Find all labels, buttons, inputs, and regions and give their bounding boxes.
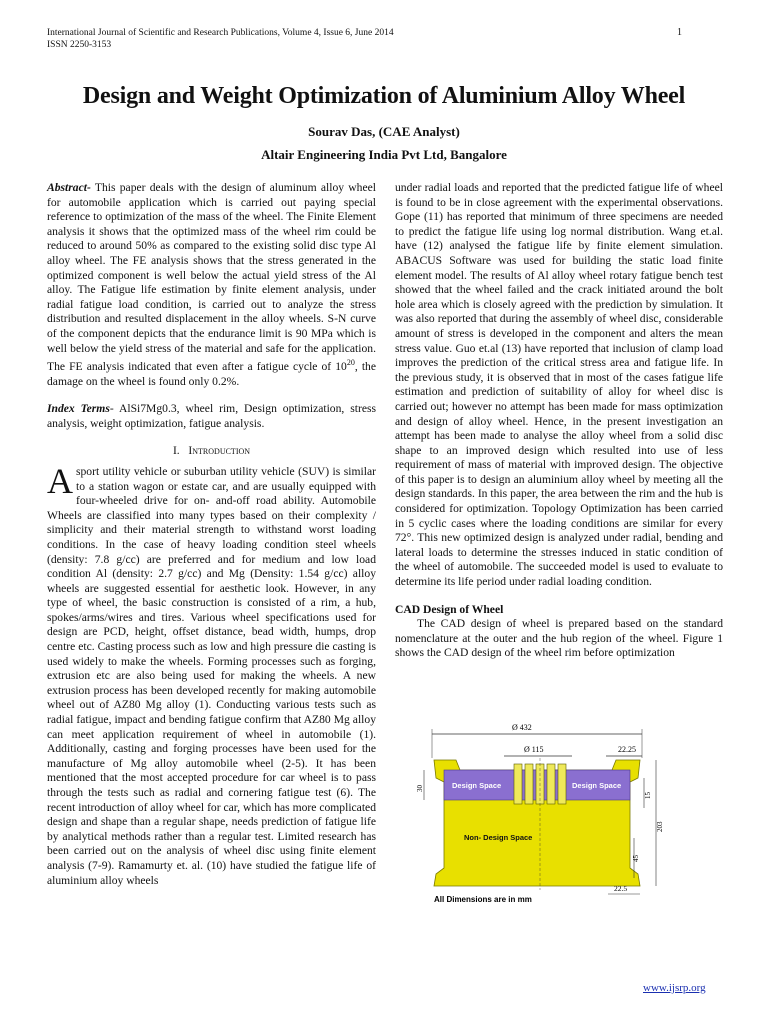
dim-203-label: 203 (656, 821, 664, 832)
abstract-exponent: 20 (346, 358, 355, 368)
figure-caption: All Dimensions are in mm (434, 895, 532, 904)
dim-225-label: 22.5 (614, 884, 628, 893)
drop-cap: A (47, 460, 73, 501)
design-space-left-label: Design Space (452, 781, 502, 790)
index-terms (47, 402, 376, 431)
section-title: Introduction (188, 444, 251, 458)
section-heading-introduction (47, 444, 376, 459)
dim-115-label: Ø 115 (524, 745, 544, 754)
index-terms-label: Index Terms (47, 402, 110, 416)
intro-text: sport utility vehicle or suburban utility vehicle (SUV) is similar to a station wagon or estate car, and are usually equipped with four-wheeled drive for on- and-off road ability. Automobile Wheels are classified into many types based on their complexity / simplicity and their material strength to withstand worst loading conditions. In the case of heavy loading condition steel wheels (density: 7.8 g/cc) are preferred and for medium and low load condition Al (density: 2.7 g/cc) and Mg (Density: 1.54 g/cc) alloy wheels are suggested essential for aesthetic look. However, in any type of wheel, the basic construction is consisted of a rim, a hub, spokes/arms/wires and tires. Various wheel specifications used for design are PCD, height, offset distance, bead width, humps, drop centre etc. Casting process such as low and high pressure die casting is used widely to make the wheels. Forming processes such as forging, extrusion etc are also being used for making the wheels. A new extrusion process has been developed recently for making automobile wheel out of AZ80 Mg alloy (1). Conducting various tests such as radial fatigue, impact and bending fatigue confirm that AZ80 Mg alloy can meet application requirement of wheel in automobile (1). Additionally, casting and forging processes have been used for the manufacture of Mg alloy automobile wheel (2-5). It has been mentioned that the most accepted procedure for car wheel is to pass through the tests such as radial and cornering fatigue test (6). The recent introduction of alloy wheel for car, which has more complicated design and shape than a regular shape, needs prediction of fatigue life by analytical methods rather than a regular test. Limited research has been carried out on the analysis of wheel disc using finite element analysis (7-9). Ramamurty et. al. (10) have studied the fatigue life of aluminium alloy wheels (47, 464, 376, 887)
dim-432-label: Ø 432 (512, 723, 532, 732)
issn: ISSN 2250-3153 (47, 40, 112, 50)
affiliation: Altair Engineering India Pvt Ltd, Bangalore (261, 147, 507, 162)
cad-paragraph: The CAD design of wheel is prepared based on the standard nomenclature at the outer and the hub region of the wheel. Figure 1 shows the CAD design of the wheel rim before optimization (395, 617, 723, 660)
hub-slot (514, 764, 522, 804)
paper-title: Design and Weight Optimization of Aluminium Alloy Wheel (82, 83, 686, 109)
author: Sourav Das, (CAE Analyst) (308, 124, 460, 139)
intro-continued: under radial loads and reported that the predicted fatigue life of wheel is found to be in close agreement with the experimental observations. Gope (11) has reported that minimum of three specimens are needed to predict the fatigue life using log normal distribution. Wang et.al. have (12) analysed the fatigue life by finite element simulation. ABACUS Software was used for building the static load finite element model. The results of Al alloy wheel rotary fatigue bench test showed that the wheel failed and the crack initiated around the bolt hole area which is closely agreed with the prediction by simulation. It was also reported that during the assembly of wheel disc, considerable amount of stress is developed in the component and alters the mean stress value. Guo et.al (13) have reported that inclusion of clamp load improves the prediction of the critical stress area and fatigue life. In the previous study, it is observed that in most of the cases fatigue life estimation and prediction of suitability of alloy for wheel disc is carried out; however no attempt has been made for mass optimization and design of alloy wheel. Hence, in the present investigation an attempt has been made to analyse the alloy wheel from a solid disc shape to an improved design which resulted into use of less requirement of mass of material with improved design. The objective of this paper is to design an aluminium alloy wheel by meeting all the design standards. In this paper, the area between the rim and the hub is considered for optimization. Topology Optimization has been carried in 5 cyclic cases where the loading conditions are similar for every 72°. This new optimized design is analyzed under radial, bending and lateral loads to determine the stresses induced in static condition of the wheel of automobile. The succeeded model is used to evaluate to determine its life period under radial loading condition. (395, 181, 723, 589)
journal-header (47, 27, 394, 51)
right-column (395, 181, 723, 661)
abstract-text-a: This paper deals with the design of aluminum alloy wheel for automobile application which is carried out paying special reference to optimization of the mass of the wheel. The Finite Element analysis it shows that the optimized mass of the wheel rim could be reduced to around 50% as compared to the existing solid disc type Al alloy wheel. The FE analysis shows that the stress generated in the optimized component is well below the actual yield stress of the Al alloy. The Fatigue life estimation by finite element analysis, under radial fatigue load condition, is carried out to analyze the stress distribution and resulted displacement in the alloy wheels. S-N curve of the component depicts that the endurance limit is 90 MPa which is well below the yield stress of the material and safe for the application. The FE analysis indicated that even after a fatigue cycle of 10 (47, 181, 376, 373)
intro-paragraph (47, 460, 376, 888)
non-design-space-label: Non- Design Space (464, 833, 533, 842)
left-column (47, 181, 376, 888)
page-number: 1 (677, 27, 682, 38)
footer-link[interactable]: www.ijsrp.org (643, 982, 706, 994)
hub-slot (525, 764, 533, 804)
design-space-right-label: Design Space (572, 781, 622, 790)
abstract (47, 181, 376, 389)
journal-name: International Journal of Scientific and Research Publications, Volume 4, Issue 6, June 2014 (47, 28, 394, 38)
abstract-label: Abstract- (47, 181, 91, 194)
dim-2225-label: 22.25 (618, 745, 636, 754)
dim-15-label: 15 (644, 792, 652, 799)
index-terms-text: - AlSi7Mg0.3, wheel rim, Design optimization, stress analysis, weight optimization, fatigue analysis. (47, 402, 376, 430)
abstract-text-b: , the damage on the wheel is found only 0.2%. (47, 359, 377, 388)
hub-slot (547, 764, 555, 804)
cad-heading: CAD Design of Wheel (395, 602, 504, 616)
wheel-cad-figure (412, 718, 662, 908)
hub-slot (558, 764, 566, 804)
section-numeral: I. (172, 444, 180, 458)
dim-30-label: 30 (416, 785, 424, 792)
dim-45-label: 45 (632, 855, 640, 862)
